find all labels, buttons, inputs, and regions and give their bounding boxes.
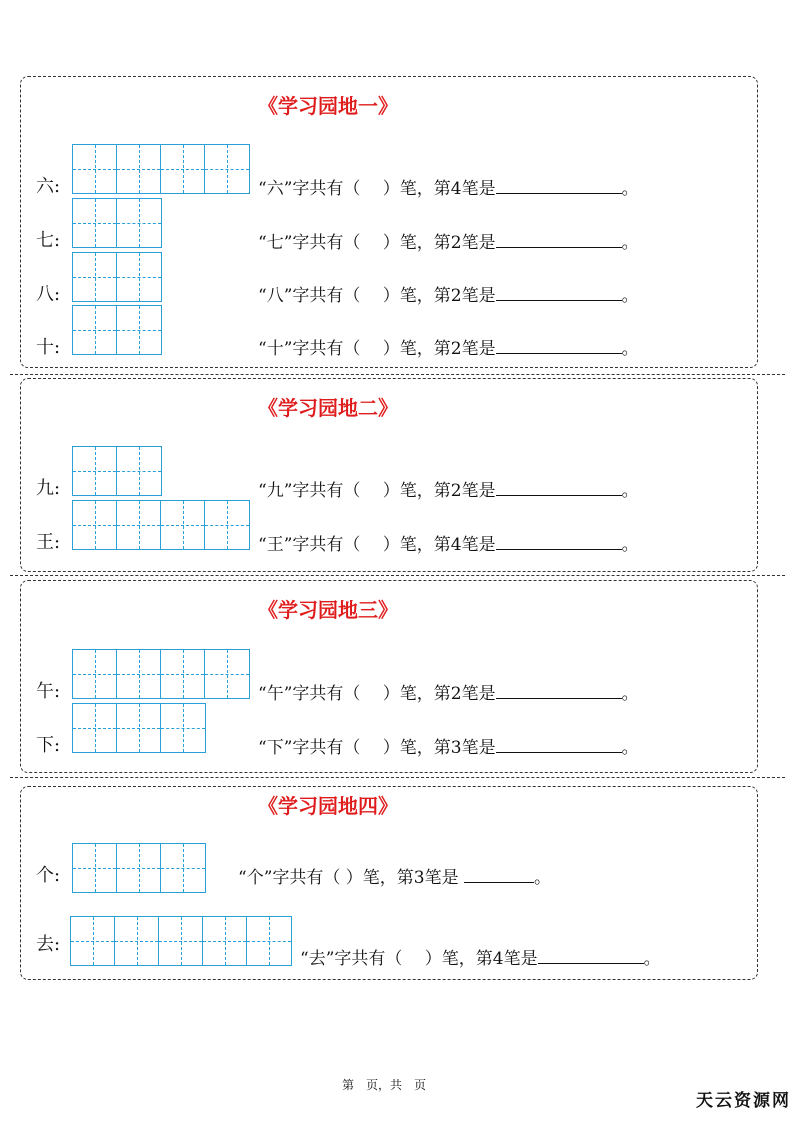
section-2-title: 《学习园地二》 (258, 396, 398, 420)
char-label: 午: (36, 681, 61, 702)
answer-blank[interactable] (496, 533, 622, 550)
char-label: 个: (36, 865, 61, 886)
question-text: “下”字共有（ ）笔，第3笔是 。 (258, 738, 639, 758)
section-divider (10, 374, 785, 375)
question-text: “个”字共有（ ）笔，第3笔是 。 (238, 868, 552, 888)
writing-grid[interactable] (72, 305, 162, 355)
writing-grid[interactable] (72, 500, 250, 550)
question-text: “十”字共有（ ）笔，第2笔是 。 (258, 339, 639, 359)
writing-grid[interactable] (72, 198, 162, 248)
answer-blank[interactable] (496, 736, 622, 753)
char-label: 下: (36, 735, 61, 756)
question-text: “午”字共有（ ）笔，第2笔是 。 (258, 684, 639, 704)
char-label: 七: (36, 230, 61, 251)
answer-blank[interactable] (496, 284, 622, 301)
char-label: 去: (36, 934, 61, 955)
writing-grid[interactable] (72, 843, 206, 893)
char-label: 六: (36, 176, 61, 197)
question-text: “王”字共有（ ）笔，第4笔是 。 (258, 535, 639, 555)
char-label: 王: (36, 532, 61, 553)
page-footer: 第 页，共 页 (342, 1078, 427, 1092)
char-label: 九: (36, 478, 61, 499)
writing-grid[interactable] (70, 916, 292, 966)
writing-grid[interactable] (72, 703, 206, 753)
section-3-title: 《学习园地三》 (258, 598, 398, 622)
question-text: “八”字共有（ ）笔，第2笔是 。 (258, 286, 639, 306)
section-4-title: 《学习园地四》 (258, 794, 398, 818)
answer-blank[interactable] (496, 682, 622, 699)
writing-grid[interactable] (72, 252, 162, 302)
section-divider (10, 575, 785, 576)
question-text: “九”字共有（ ）笔，第2笔是 。 (258, 481, 639, 501)
answer-blank[interactable] (496, 231, 622, 248)
char-label: 十: (36, 337, 61, 358)
answer-blank[interactable] (496, 177, 622, 194)
answer-blank[interactable] (464, 866, 534, 883)
section-1-title: 《学习园地一》 (258, 94, 398, 118)
question-text: “七”字共有（ ）笔，第2笔是 。 (258, 233, 639, 253)
char-label: 八: (36, 284, 61, 305)
writing-grid[interactable] (72, 144, 250, 194)
answer-blank[interactable] (538, 947, 644, 964)
answer-blank[interactable] (496, 337, 622, 354)
question-text: “去”字共有（ ）笔，第4笔是 。 (300, 949, 661, 969)
section-divider (10, 777, 785, 778)
question-text: “六”字共有（ ）笔，第4笔是 。 (258, 179, 639, 199)
writing-grid[interactable] (72, 446, 162, 496)
site-watermark: 天云资源网 (696, 1091, 791, 1111)
writing-grid[interactable] (72, 649, 250, 699)
answer-blank[interactable] (496, 479, 622, 496)
